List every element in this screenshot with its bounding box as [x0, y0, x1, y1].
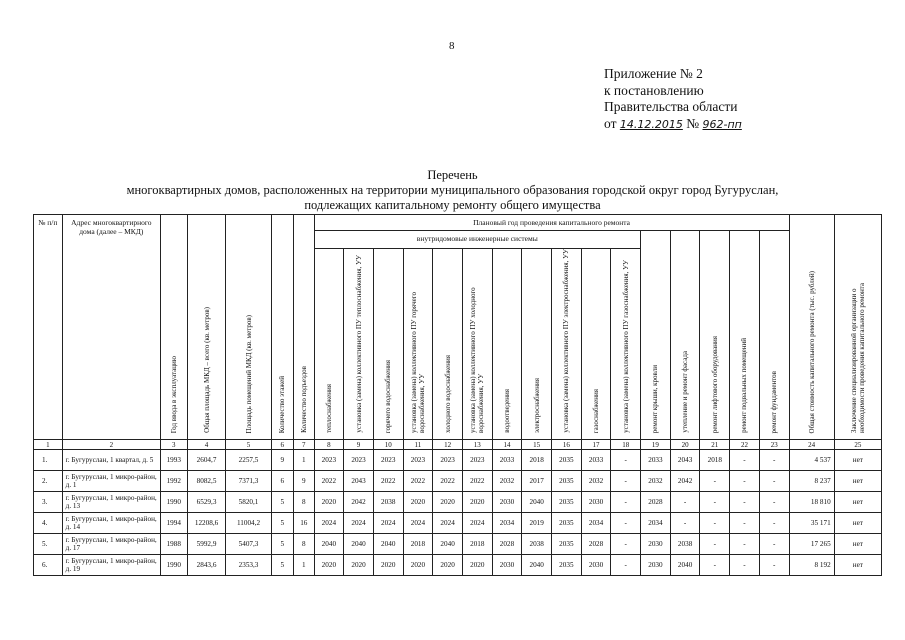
table-cell: 5	[271, 555, 294, 576]
address-cell: г. Бугуруслан, 1 квартал, д. 5	[62, 450, 160, 471]
table-cell: -	[730, 555, 760, 576]
column-number-cell: 10	[373, 440, 403, 450]
column-number-cell: 7	[294, 440, 314, 450]
table-cell: 2020	[344, 555, 374, 576]
table-cell: 2020	[314, 492, 344, 513]
column-number-cell: 5	[226, 440, 271, 450]
table-cell: 2022	[403, 471, 433, 492]
table-cell: -	[759, 450, 789, 471]
table-cell: 16	[294, 513, 314, 534]
table-cell: 2020	[462, 555, 492, 576]
header-entrances: Количество подъездов	[294, 215, 314, 440]
table-cell: 1988	[160, 534, 187, 555]
table-cell: 5820,1	[226, 492, 271, 513]
table-cell: 1	[294, 450, 314, 471]
table-cell: 2024	[373, 513, 403, 534]
address-cell: г. Бугуруслан, 1 микро-район, д. 17	[62, 534, 160, 555]
handwritten-number: 962-пп	[702, 117, 742, 131]
table-cell: нет	[834, 555, 881, 576]
table-cell: -	[670, 513, 700, 534]
table-cell: 2042	[344, 492, 374, 513]
table-cell: 2034	[581, 513, 611, 534]
table-cell: 2032	[581, 471, 611, 492]
table-cell: -	[700, 555, 730, 576]
table-cell: 2033	[641, 450, 671, 471]
table-cell: 2022	[462, 471, 492, 492]
table-cell: 2035	[552, 513, 582, 534]
header-address: Адрес многоквартирного дома (далее – МКД)	[62, 215, 160, 440]
header-system-col: установка (замена) коллективного ПУ электроснабжения, УУ	[552, 249, 582, 440]
table-cell: -	[700, 492, 730, 513]
column-number-cell: 22	[730, 440, 760, 450]
table-cell: 18 810	[789, 492, 834, 513]
table-cell: -	[611, 555, 641, 576]
handwritten-date: 14.12.2015	[619, 117, 683, 131]
table-cell: 2040	[314, 534, 344, 555]
table-cell: 2353,3	[226, 555, 271, 576]
table-cell: 2018	[700, 450, 730, 471]
header-system-col: установка (замена) коллективного ПУ горячего водоснабжения, УУ	[403, 249, 433, 440]
header-num: № п/п	[34, 215, 63, 440]
repair-schedule-table	[33, 214, 882, 576]
table-cell: 2034	[641, 513, 671, 534]
table-cell: 1994	[160, 513, 187, 534]
header-system-col: установка (замена) коллективного ПУ холодного водоснабжения, УУ	[462, 249, 492, 440]
table-cell: 6	[271, 471, 294, 492]
column-number-row	[34, 440, 882, 450]
table-cell: 2035	[552, 471, 582, 492]
table-cell: 2023	[373, 450, 403, 471]
table-cell: 5407,3	[226, 534, 271, 555]
address-cell: г. Бугуруслан, 1 микро-район, д. 13	[62, 492, 160, 513]
table-cell: 2020	[433, 555, 463, 576]
header-engineering-systems: внутридомовые инженерные системы	[314, 231, 641, 249]
header-rooms-area: Площадь помещений МКД (кв. метров)	[226, 215, 271, 440]
address-cell: г. Бугуруслан, 1 микро-район, д. 14	[62, 513, 160, 534]
table-cell: 2038	[373, 492, 403, 513]
table-cell: -	[611, 513, 641, 534]
column-number-cell: 14	[492, 440, 522, 450]
table-cell: 2843,6	[187, 555, 226, 576]
title-line: Перечень	[427, 168, 478, 182]
column-number-cell: 2	[62, 440, 160, 450]
page-number: 8	[449, 40, 455, 52]
header-floors: Количество этажей	[271, 215, 294, 440]
appendix-line: к постановлению	[604, 82, 704, 98]
table-cell: -	[759, 471, 789, 492]
table-cell: 2022	[373, 471, 403, 492]
title-line: подлежащих капитальному ремонту общего имущества	[304, 198, 601, 212]
header-basement: ремонт подвальных помещений	[730, 231, 760, 440]
column-number-cell: 24	[789, 440, 834, 450]
appendix-line: Правительства области	[604, 99, 738, 114]
table-cell: -	[730, 450, 760, 471]
header-total-area: Общая площадь МКД – всего (кв. метров)	[187, 215, 226, 440]
table-cell: 2030	[641, 534, 671, 555]
column-number-cell: 18	[611, 440, 641, 450]
table-cell: 5	[271, 513, 294, 534]
address-cell: г. Бугуруслан, 1 микро-район, д. 1	[62, 471, 160, 492]
column-number-cell: 19	[641, 440, 671, 450]
table-cell: нет	[834, 492, 881, 513]
table-row	[34, 534, 882, 555]
table-row	[34, 555, 882, 576]
appendix-header	[604, 66, 742, 133]
header-facade: утепление и ремонт фасада	[670, 231, 700, 440]
header-foundation: ремонт фундаментов	[759, 231, 789, 440]
table-cell: -	[730, 513, 760, 534]
table-cell: 2035	[552, 450, 582, 471]
table-cell: 2019	[522, 513, 552, 534]
table-cell: нет	[834, 513, 881, 534]
column-number-cell: 6	[271, 440, 294, 450]
table-cell: 2023	[403, 450, 433, 471]
column-number-cell: 12	[433, 440, 463, 450]
column-number-cell: 8	[314, 440, 344, 450]
table-cell: 1990	[160, 555, 187, 576]
table-cell: -	[759, 534, 789, 555]
table-cell: 2.	[34, 471, 63, 492]
table-cell: 1	[294, 555, 314, 576]
table-cell: 8082,5	[187, 471, 226, 492]
table-cell: 5.	[34, 534, 63, 555]
table-cell: 2028	[492, 534, 522, 555]
table-cell: 2030	[581, 492, 611, 513]
table-cell: 2020	[403, 555, 433, 576]
appendix-date-line	[604, 116, 742, 134]
column-number-cell: 25	[834, 440, 881, 450]
table-row	[34, 492, 882, 513]
table-cell: 2038	[670, 534, 700, 555]
table-cell: 2023	[344, 450, 374, 471]
table-cell: 2040	[433, 534, 463, 555]
appendix-line: Приложение № 2	[604, 66, 703, 81]
table-cell: 2034	[492, 513, 522, 534]
table-cell: 2024	[344, 513, 374, 534]
header-cost: Общая стоимость капитального ремонта (тыс. рублей)	[789, 215, 834, 440]
header-system-col: холодного водоснабжения	[433, 249, 463, 440]
table-cell: 2038	[522, 534, 552, 555]
table-cell: 2028	[641, 492, 671, 513]
table-cell: -	[611, 471, 641, 492]
table-cell: -	[759, 492, 789, 513]
table-cell: 2030	[492, 492, 522, 513]
table-cell: -	[759, 555, 789, 576]
column-number-cell: 13	[462, 440, 492, 450]
header-roof: ремонт крыши, кровли	[641, 231, 671, 440]
table-cell: 2018	[522, 450, 552, 471]
header-system-col: установка (замена) коллективного ПУ газоснабжения, УУ	[611, 249, 641, 440]
table-cell: 6529,3	[187, 492, 226, 513]
number-prefix: №	[686, 115, 700, 131]
header-system-col: горячего водоснабжения	[373, 249, 403, 440]
column-number-cell: 11	[403, 440, 433, 450]
table-cell: 2023	[462, 450, 492, 471]
table-cell: -	[730, 471, 760, 492]
table-cell: 2020	[433, 492, 463, 513]
table-cell: 2020	[403, 492, 433, 513]
table-cell: 12208,6	[187, 513, 226, 534]
table-row	[34, 471, 882, 492]
table-cell: 2020	[373, 555, 403, 576]
table-cell: 2030	[581, 555, 611, 576]
table-cell: -	[730, 492, 760, 513]
table-cell: 17 265	[789, 534, 834, 555]
table-cell: 1990	[160, 492, 187, 513]
table-cell: 2017	[522, 471, 552, 492]
table-cell: 8 192	[789, 555, 834, 576]
table-cell: нет	[834, 450, 881, 471]
table-cell: нет	[834, 471, 881, 492]
table-cell: 2032	[492, 471, 522, 492]
table-cell: 2043	[670, 450, 700, 471]
table-cell: 2022	[314, 471, 344, 492]
table-cell: 2018	[403, 534, 433, 555]
column-number-cell: 20	[670, 440, 700, 450]
table-row	[34, 450, 882, 471]
table-cell: 2028	[581, 534, 611, 555]
table-cell: 11004,2	[226, 513, 271, 534]
table-cell: 1992	[160, 471, 187, 492]
table-cell: 2030	[492, 555, 522, 576]
table-cell: 2024	[314, 513, 344, 534]
header-elevator: ремонт лифтового оборудования	[700, 231, 730, 440]
table-cell: -	[611, 492, 641, 513]
date-prefix: от	[604, 115, 617, 131]
table-cell: 1.	[34, 450, 63, 471]
table-cell: 2024	[462, 513, 492, 534]
table-cell: -	[670, 492, 700, 513]
column-number-cell: 23	[759, 440, 789, 450]
column-number-cell: 17	[581, 440, 611, 450]
table-cell: -	[759, 513, 789, 534]
table-cell: нет	[834, 534, 881, 555]
header-system-col: электроснабжения	[522, 249, 552, 440]
address-cell: г. Бугуруслан, 1 микро-район, д. 19	[62, 555, 160, 576]
title-line: многоквартирных домов, расположенных на территории муниципального образования городской округ город Бугуруслан,	[126, 183, 779, 197]
table-cell: 2040	[373, 534, 403, 555]
table-cell: 2032	[641, 471, 671, 492]
table-cell: 9	[271, 450, 294, 471]
table-cell: -	[611, 450, 641, 471]
table-cell: 4 537	[789, 450, 834, 471]
table-cell: 8	[294, 492, 314, 513]
table-cell: 2024	[403, 513, 433, 534]
table-cell: 2035	[552, 492, 582, 513]
header-system-col: водоотведения	[492, 249, 522, 440]
document-title	[0, 168, 905, 213]
table-cell: 1993	[160, 450, 187, 471]
header-system-col: теплоснабжения	[314, 249, 344, 440]
header-system-col: газоснабжения	[581, 249, 611, 440]
column-number-cell: 9	[344, 440, 374, 450]
table-cell: 5992,9	[187, 534, 226, 555]
table-cell: 2024	[433, 513, 463, 534]
table-cell: -	[611, 534, 641, 555]
table-row	[34, 513, 882, 534]
table-cell: 2023	[314, 450, 344, 471]
table-cell: 2033	[581, 450, 611, 471]
table-cell: 2035	[552, 534, 582, 555]
table-cell: 2043	[344, 471, 374, 492]
column-number-cell: 16	[552, 440, 582, 450]
column-number-cell: 21	[700, 440, 730, 450]
column-number-cell: 4	[187, 440, 226, 450]
table-cell: -	[700, 534, 730, 555]
column-number-cell: 15	[522, 440, 552, 450]
header-conclusion: Заключение специализированной организации о необходимости проведения капитального ремонта	[834, 215, 881, 440]
table-cell: 2040	[344, 534, 374, 555]
table-cell: -	[730, 534, 760, 555]
table-cell: 2023	[433, 450, 463, 471]
table-cell: -	[700, 471, 730, 492]
table-cell: 2022	[433, 471, 463, 492]
table-cell: 4.	[34, 513, 63, 534]
table-cell: 2033	[492, 450, 522, 471]
table-cell: 9	[294, 471, 314, 492]
table-cell: 2020	[314, 555, 344, 576]
table-cell: 2020	[462, 492, 492, 513]
header-planned-year: Плановый год проведения капитального ремонта	[314, 215, 789, 231]
table-cell: 5	[271, 534, 294, 555]
table-cell: 2042	[670, 471, 700, 492]
table-cell: -	[700, 513, 730, 534]
column-number-cell: 3	[160, 440, 187, 450]
table-cell: 3.	[34, 492, 63, 513]
header-system-col: установка (замена) коллективного ПУ теплоснабжения, УУ	[344, 249, 374, 440]
table-cell: 8 237	[789, 471, 834, 492]
table-cell: 2030	[641, 555, 671, 576]
table-cell: 2604,7	[187, 450, 226, 471]
table-cell: 7371,3	[226, 471, 271, 492]
table-cell: 6.	[34, 555, 63, 576]
table-cell: 2257,5	[226, 450, 271, 471]
table-cell: 5	[271, 492, 294, 513]
table-cell: 8	[294, 534, 314, 555]
table-cell: 2035	[552, 555, 582, 576]
column-number-cell: 1	[34, 440, 63, 450]
table-cell: 2040	[522, 492, 552, 513]
table-cell: 2040	[670, 555, 700, 576]
table-cell: 2040	[522, 555, 552, 576]
table-cell: 35 171	[789, 513, 834, 534]
table-cell: 2018	[462, 534, 492, 555]
header-year: Год ввода в эксплуатацию	[160, 215, 187, 440]
